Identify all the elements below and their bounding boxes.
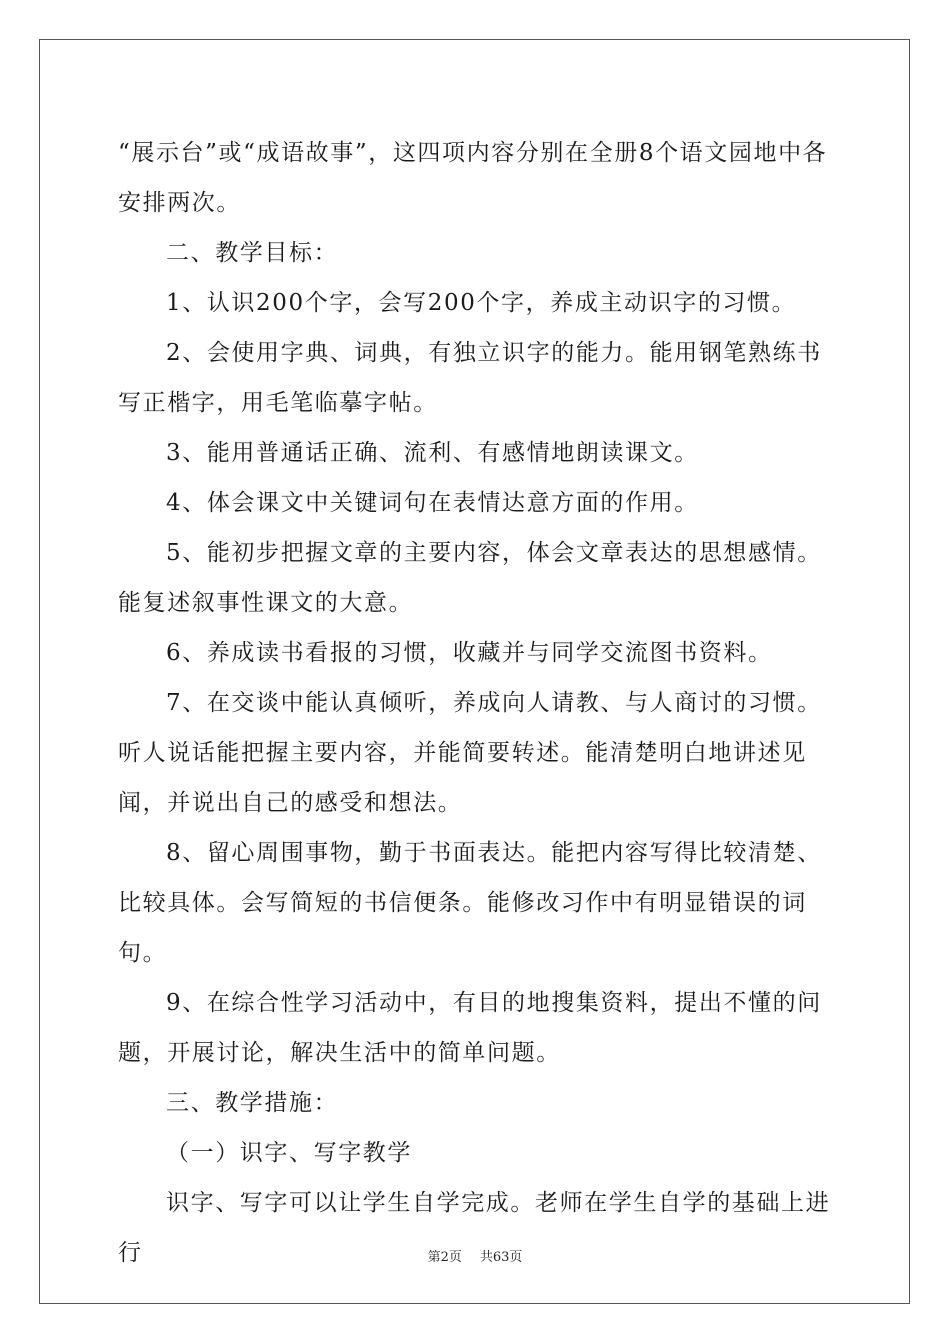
objective-item-2: 2、会使用字典、词典，有独立识字的能力。能用钢笔熟练书写正楷字，用毛笔临摹字帖。 [118, 340, 822, 416]
page-footer [0, 1246, 950, 1265]
objective-item-5: 5、能初步把握文章的主要内容，体会文章表达的思想感情。能复述叙事性课文的大意。 [118, 540, 822, 616]
objective-item-4: 4、体会课文中关键词句在表情达意方面的作用。 [166, 490, 699, 516]
objective-item-8: 8、留心周围事物，勤于书面表达。能把内容写得比较清楚、比较具体。会写简短的书信便条。能修改习作中有明显错误的词句。 [118, 840, 822, 966]
section-heading-objectives: 二、教学目标： [166, 240, 339, 266]
objective-item-3: 3、能用普通话正确、流利、有感情地朗读课文。 [166, 440, 699, 466]
objective-item-9: 9、在综合性学习活动中，有目的地搜集资料，提出不懂的问题，开展讨论，解决生活中的简单问题。 [118, 990, 822, 1066]
subsection-heading-literacy: （一）识字、写字教学 [166, 1140, 412, 1166]
paragraph-intro-continuation: “展示台”或“成语故事”，这四项内容分别在全册8个语文园地中各安排两次。 [118, 140, 828, 216]
page-total: 共63页 [479, 1250, 523, 1265]
objective-item-6: 6、养成读书看报的习惯，收藏并与同学交流图书资料。 [166, 640, 773, 666]
document-body [118, 128, 834, 1278]
paragraph-literacy-intro: 识字、写字可以让学生自学完成。老师在学生自学的基础上进行 [118, 1190, 831, 1266]
section-heading-measures: 三、教学措施： [166, 1090, 339, 1116]
objective-item-1: 1、认识200个字，会写200个字，养成主动识字的习惯。 [166, 290, 797, 316]
objective-item-7: 7、在交谈中能认真倾听，养成向人请教、与人商讨的习惯。听人说话能把握主要内容，并能简要转述。能清楚明白地讲述见闻，并说出自己的感受和想法。 [118, 690, 822, 816]
page-number: 第2页 [427, 1250, 462, 1265]
